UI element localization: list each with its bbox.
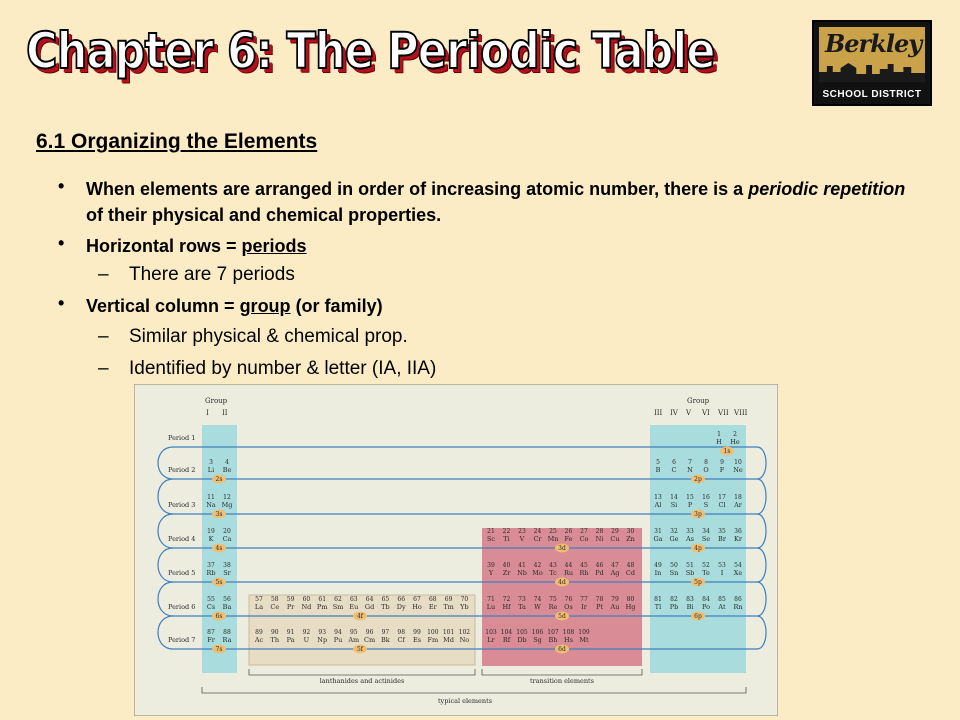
- p-element-symbol: Po: [701, 603, 711, 611]
- d-element-symbol: Cu: [610, 535, 620, 543]
- f-element-symbol: Ho: [412, 603, 422, 611]
- sub-bullet-text: There are 7 periods: [129, 264, 295, 285]
- f-element-number: 60: [302, 596, 311, 603]
- f-element-symbol: Bk: [381, 636, 390, 644]
- d-element-number: 108: [562, 629, 575, 636]
- group-number-label: VIII: [734, 409, 748, 417]
- logo-caption: SCHOOL DISTRICT: [822, 89, 922, 100]
- s-element-symbol: Fr: [207, 636, 215, 644]
- p-element-symbol: Ar: [734, 501, 742, 509]
- bullet-text: Vertical column = group (or family): [86, 296, 383, 316]
- period-label: Period 6: [168, 603, 196, 611]
- d-element-symbol: Re: [548, 603, 558, 611]
- p-element-symbol: Si: [670, 501, 678, 509]
- s-element-number: 19: [207, 528, 215, 535]
- d-element-symbol: Pt: [596, 603, 603, 611]
- s-element-number: 38: [223, 562, 231, 569]
- d-element-symbol: Nb: [517, 569, 527, 577]
- f-element-symbol: Th: [270, 636, 280, 644]
- p-element-number: 9: [720, 459, 724, 466]
- s-element-symbol: Cs: [206, 603, 216, 611]
- f-element-number: 94: [334, 629, 342, 636]
- d-element-number: 79: [611, 596, 619, 603]
- d-element-symbol: Pd: [595, 569, 604, 577]
- p-element-symbol: At: [718, 603, 726, 611]
- p-element-symbol: He: [730, 438, 740, 446]
- d-element-number: 104: [500, 629, 513, 636]
- p-element-number: 36: [734, 528, 742, 535]
- f-element-symbol: Cm: [364, 636, 376, 644]
- d-element-symbol: Zr: [502, 569, 511, 577]
- p-element-symbol: Rn: [733, 603, 743, 611]
- d-element-symbol: Cd: [625, 569, 636, 577]
- p-element-number: 53: [718, 562, 726, 569]
- f-element-symbol: Pr: [286, 603, 295, 611]
- d-element-symbol: W: [534, 603, 541, 611]
- d-element-symbol: Au: [610, 603, 620, 611]
- d-element-number: 105: [516, 629, 528, 636]
- orbital-label: 2p: [694, 476, 702, 484]
- p-element-number: 2: [733, 431, 737, 438]
- d-element-number: 27: [580, 528, 588, 535]
- d-element-symbol: Rh: [579, 569, 589, 577]
- d-element-number: 40: [502, 562, 511, 569]
- p-element-number: 82: [670, 596, 678, 603]
- p-element-number: 7: [688, 459, 692, 466]
- orbital-label: 3p: [694, 511, 702, 519]
- p-element-number: 16: [702, 494, 710, 501]
- f-element-number: 97: [381, 629, 390, 636]
- f-element-number: 61: [318, 596, 327, 603]
- f-element-number: 63: [349, 596, 358, 603]
- logo-emblem: [819, 27, 925, 82]
- sub-bullet-dash: –: [98, 264, 109, 285]
- group-header-label: Group: [687, 397, 710, 405]
- period-arrow-loop: [158, 447, 173, 479]
- s-element-symbol: Be: [222, 466, 232, 474]
- d-element-number: 76: [564, 596, 573, 603]
- p-element-number: 81: [654, 596, 662, 603]
- d-element-number: 21: [487, 528, 495, 535]
- p-element-symbol: N: [687, 466, 693, 474]
- p-element-symbol: In: [654, 569, 662, 577]
- group-number-label: IV: [670, 409, 678, 417]
- d-element-number: 103: [485, 629, 497, 636]
- sub-bullet-dash: –: [98, 358, 109, 379]
- p-element-symbol: Te: [702, 569, 710, 577]
- period-label: Period 1: [168, 434, 196, 442]
- d-element-number: 24: [533, 528, 542, 535]
- s-element-number: 12: [223, 494, 231, 501]
- orbital-label: 4s: [215, 545, 223, 553]
- d-element-number: 25: [549, 528, 557, 535]
- f-element-number: 99: [413, 629, 421, 636]
- period-arrow-turn: [757, 548, 766, 582]
- s-element-number: 3: [209, 459, 213, 466]
- f-element-number: 66: [397, 596, 406, 603]
- periodic-table-figure: [134, 384, 778, 716]
- bullet-text: When elements are arranged in order of increasing atomic number, there is a periodic repetition of their physical and chemical properties.: [86, 179, 906, 225]
- d-element-number: 39: [487, 562, 495, 569]
- p-element-symbol: Se: [701, 535, 711, 543]
- f-element-number: 58: [270, 596, 279, 603]
- d-element-number: 106: [531, 629, 544, 636]
- group-number-label: I: [206, 409, 209, 417]
- f-element-number: 57: [255, 596, 263, 603]
- f-element-symbol: Sm: [332, 603, 344, 611]
- period-label: Period 4: [168, 535, 196, 543]
- f-element-symbol: Cf: [397, 636, 405, 644]
- f-element-number: 93: [318, 629, 327, 636]
- p-element-number: 35: [718, 528, 726, 535]
- district-logo: [812, 20, 932, 106]
- p-element-number: 1: [717, 431, 721, 438]
- caption-lanthanides: lanthanides and actinides: [319, 677, 405, 685]
- s-element-symbol: Mg: [221, 501, 233, 509]
- d-element-symbol: Fe: [564, 535, 573, 543]
- p-element-symbol: P: [687, 501, 693, 509]
- s-element-number: 87: [207, 629, 215, 636]
- d-element-number: 26: [564, 528, 573, 535]
- f-element-symbol: Fm: [427, 636, 439, 644]
- p-element-number: 33: [686, 528, 694, 535]
- s-element-symbol: K: [208, 535, 214, 543]
- f-element-number: 70: [460, 596, 469, 603]
- period-arrow-turn: [757, 582, 766, 616]
- d-element-number: 48: [626, 562, 635, 569]
- d-element-symbol: Hg: [625, 603, 636, 611]
- periodic-table-diagram: [135, 385, 778, 716]
- section-heading: 6.1 Organizing the Elements: [36, 130, 318, 153]
- d-element-number: 78: [595, 596, 604, 603]
- f-element-number: 102: [458, 629, 471, 636]
- p-element-symbol: As: [685, 535, 695, 543]
- f-element-symbol: Dy: [396, 603, 406, 611]
- f-element-number: 89: [255, 629, 263, 636]
- d-element-number: 73: [518, 596, 526, 603]
- f-element-symbol: Pm: [316, 603, 328, 611]
- s-element-symbol: Na: [206, 501, 216, 509]
- d-element-symbol: Db: [517, 636, 527, 644]
- bullet-dot: •: [58, 293, 65, 313]
- d-element-number: 80: [626, 596, 635, 603]
- d-element-symbol: Mo: [532, 569, 543, 577]
- f-element-symbol: Ce: [270, 603, 280, 611]
- group-number-label: V: [686, 409, 692, 417]
- f-element-number: 101: [442, 629, 455, 636]
- d-element-number: 45: [580, 562, 588, 569]
- p-element-symbol: I: [720, 569, 724, 577]
- d-element-symbol: Lu: [486, 603, 496, 611]
- d-element-symbol: Zn: [626, 535, 635, 543]
- sub-bullet-text: Identified by number & letter (IA, IIA): [129, 358, 437, 379]
- d-element-number: 46: [595, 562, 604, 569]
- d-element-number: 74: [533, 596, 542, 603]
- bullet-text: Horizontal rows = periods: [86, 236, 307, 256]
- p-element-symbol: Ga: [653, 535, 663, 543]
- p-element-symbol: Pb: [669, 603, 679, 611]
- d-element-number: 23: [518, 528, 526, 535]
- p-element-number: 86: [734, 596, 742, 603]
- orbital-label: 7s: [215, 646, 223, 654]
- d-element-number: 109: [578, 629, 590, 636]
- f-element-symbol: Pu: [333, 636, 343, 644]
- p-element-number: 14: [670, 494, 678, 501]
- d-element-number: 77: [580, 596, 588, 603]
- d-element-symbol: Hf: [502, 603, 511, 611]
- f-element-symbol: No: [459, 636, 470, 644]
- s-element-number: 55: [207, 596, 215, 603]
- p-element-symbol: S: [703, 501, 709, 509]
- orbital-label: 5d: [558, 613, 566, 621]
- p-element-symbol: Al: [654, 501, 662, 509]
- d-element-symbol: Ti: [503, 535, 510, 543]
- d-element-number: 107: [547, 629, 559, 636]
- orbital-label: 4p: [694, 545, 702, 553]
- orbital-label: 5s: [215, 579, 223, 587]
- f-element-number: 65: [381, 596, 390, 603]
- d-element-symbol: Tc: [549, 569, 557, 577]
- p-element-symbol: Br: [718, 535, 726, 543]
- s-element-symbol: Rb: [206, 569, 216, 577]
- p-element-number: 83: [686, 596, 694, 603]
- orbital-label: 6d: [558, 646, 566, 654]
- orbital-label: 2s: [215, 476, 223, 484]
- p-element-number: 50: [670, 562, 678, 569]
- period-arrow-loop: [158, 616, 173, 649]
- f-block-region: [249, 595, 475, 665]
- p-element-symbol: Tl: [654, 603, 662, 611]
- period-label: Period 3: [168, 501, 196, 509]
- orbital-label: 4f: [356, 613, 364, 621]
- f-element-number: 92: [302, 629, 311, 636]
- d-element-number: 47: [611, 562, 619, 569]
- orbital-label: 6p: [694, 613, 702, 621]
- period-arrow-turn: [757, 514, 766, 548]
- d-element-symbol: V: [519, 535, 525, 543]
- f-element-number: 91: [286, 629, 295, 636]
- bullet-dot: •: [58, 176, 65, 196]
- d-element-number: 71: [487, 596, 495, 603]
- d-element-number: 30: [626, 528, 635, 535]
- period-arrow-turn: [757, 447, 766, 479]
- f-element-number: 96: [365, 629, 374, 636]
- s-element-symbol: Ca: [222, 535, 232, 543]
- orbital-label: 4d: [558, 579, 566, 587]
- f-element-symbol: Am: [348, 636, 360, 644]
- d-element-symbol: Rf: [502, 636, 511, 644]
- orbital-label: 5f: [356, 646, 364, 654]
- f-element-symbol: Tb: [381, 603, 390, 611]
- page-title: Chapter 6: The Periodic Table: [26, 22, 715, 80]
- f-element-symbol: Es: [412, 636, 422, 644]
- orbital-label: 3s: [215, 511, 223, 519]
- typical-bracket: [202, 687, 746, 693]
- d-element-number: 41: [518, 562, 526, 569]
- f-element-number: 59: [286, 596, 295, 603]
- period-arrow-turn: [757, 479, 766, 514]
- period-label: Period 7: [168, 636, 196, 644]
- f-element-symbol: Yb: [460, 603, 469, 611]
- f-element-number: 62: [334, 596, 342, 603]
- f-element-number: 98: [397, 629, 406, 636]
- p-element-number: 6: [672, 459, 676, 466]
- p-element-symbol: Ge: [669, 535, 679, 543]
- f-element-symbol: Pa: [286, 636, 295, 644]
- f-element-number: 69: [444, 596, 453, 603]
- d-element-number: 43: [549, 562, 557, 569]
- s-element-number: 20: [223, 528, 231, 535]
- period-label: Period 5: [168, 569, 196, 577]
- d-element-number: 22: [502, 528, 511, 535]
- group-number-label: VI: [702, 409, 710, 417]
- p-element-number: 51: [686, 562, 694, 569]
- s-element-number: 11: [207, 494, 215, 501]
- d-element-number: 44: [564, 562, 573, 569]
- period-label: Period 2: [168, 466, 196, 474]
- p-element-number: 32: [670, 528, 678, 535]
- p-element-symbol: Ne: [733, 466, 743, 474]
- f-element-symbol: U: [303, 636, 310, 644]
- p-element-symbol: Bi: [686, 603, 694, 611]
- d-element-symbol: Lr: [487, 636, 495, 644]
- p-element-symbol: O: [703, 466, 709, 474]
- p-element-number: 13: [654, 494, 662, 501]
- p-element-number: 17: [718, 494, 726, 501]
- f-element-symbol: Md: [443, 636, 455, 644]
- s-element-symbol: Ra: [222, 636, 232, 644]
- period-arrow-turn: [757, 616, 766, 649]
- p-element-number: 85: [718, 596, 726, 603]
- f-element-symbol: Er: [428, 603, 437, 611]
- group-number-label: III: [654, 409, 663, 417]
- s-element-number: 37: [207, 562, 215, 569]
- d-element-symbol: Mn: [547, 535, 559, 543]
- orbital-label: 1s: [723, 448, 731, 456]
- p-element-number: 84: [702, 596, 710, 603]
- f-element-symbol: Eu: [349, 603, 359, 611]
- p-element-symbol: Sb: [685, 569, 695, 577]
- f-element-number: 90: [270, 629, 279, 636]
- bullet-dot: •: [58, 233, 65, 253]
- d-element-symbol: Co: [579, 535, 589, 543]
- d-element-number: 75: [549, 596, 557, 603]
- d-element-symbol: Os: [564, 603, 573, 611]
- s-element-number: 56: [223, 596, 231, 603]
- p-element-symbol: Xe: [733, 569, 743, 577]
- d-element-symbol: Bh: [548, 636, 558, 644]
- p-element-symbol: Kr: [734, 535, 742, 543]
- p-element-number: 15: [686, 494, 694, 501]
- d-element-symbol: Ru: [563, 569, 574, 577]
- d-element-number: 29: [611, 528, 619, 535]
- group-number-label: VII: [718, 409, 729, 417]
- orbital-label: 5p: [694, 579, 702, 587]
- f-element-number: 64: [365, 596, 374, 603]
- p-element-symbol: Sn: [669, 569, 679, 577]
- transition-bracket: [482, 669, 642, 675]
- p-element-number: 31: [654, 528, 662, 535]
- d-element-symbol: Hs: [563, 636, 574, 644]
- sub-bullet-dash: –: [98, 326, 109, 347]
- orbital-label: 6s: [215, 613, 223, 621]
- lanthanide-bracket: [249, 669, 475, 675]
- p-element-number: 10: [734, 459, 742, 466]
- d-element-symbol: Sc: [486, 535, 496, 543]
- d-element-symbol: Ni: [595, 535, 604, 543]
- p-element-symbol: H: [716, 438, 722, 446]
- d-element-symbol: Y: [488, 569, 494, 577]
- f-element-symbol: Ac: [254, 636, 264, 644]
- p-element-symbol: F: [719, 466, 725, 474]
- skyline-graphic: [819, 60, 925, 82]
- p-element-number: 8: [704, 459, 708, 466]
- d-element-symbol: Ir: [581, 603, 587, 611]
- group-number-label: II: [222, 409, 228, 417]
- s-element-number: 88: [223, 629, 231, 636]
- caption-transition: transition elements: [530, 677, 594, 685]
- f-element-number: 95: [349, 629, 358, 636]
- p-element-symbol: B: [655, 466, 661, 474]
- s-element-number: 4: [225, 459, 229, 466]
- d-element-number: 28: [595, 528, 604, 535]
- d-element-symbol: Ta: [518, 603, 526, 611]
- f-element-symbol: Tm: [443, 603, 454, 611]
- f-element-symbol: Gd: [364, 603, 375, 611]
- f-element-number: 100: [427, 629, 439, 636]
- f-element-symbol: Np: [317, 636, 328, 644]
- p-element-symbol: Cl: [718, 501, 726, 509]
- p-element-number: 18: [734, 494, 742, 501]
- f-element-symbol: Nd: [301, 603, 312, 611]
- sub-bullet-text: Similar physical & chemical prop.: [129, 326, 408, 347]
- p-element-symbol: C: [671, 466, 677, 474]
- p-element-number: 49: [654, 562, 662, 569]
- logo-script-text: Berkley: [825, 29, 922, 58]
- s-element-symbol: Li: [207, 466, 215, 474]
- group-header-label: Group: [205, 397, 228, 405]
- d-element-number: 42: [533, 562, 542, 569]
- p-element-number: 5: [656, 459, 660, 466]
- f-element-symbol: La: [254, 603, 264, 611]
- p-element-number: 54: [734, 562, 742, 569]
- d-element-symbol: Ag: [610, 569, 620, 577]
- p-element-number: 52: [702, 562, 710, 569]
- p-element-number: 34: [702, 528, 710, 535]
- orbital-label: 3d: [558, 545, 566, 553]
- d-element-symbol: Sg: [533, 636, 542, 644]
- f-element-number: 67: [413, 596, 421, 603]
- caption-typical: typical elements: [437, 697, 493, 705]
- s-element-symbol: Sr: [223, 569, 231, 577]
- s-element-symbol: Ba: [222, 603, 232, 611]
- d-element-symbol: Mt: [579, 636, 589, 644]
- f-element-number: 68: [428, 596, 437, 603]
- d-element-number: 72: [502, 596, 511, 603]
- d-element-symbol: Cr: [533, 535, 542, 543]
